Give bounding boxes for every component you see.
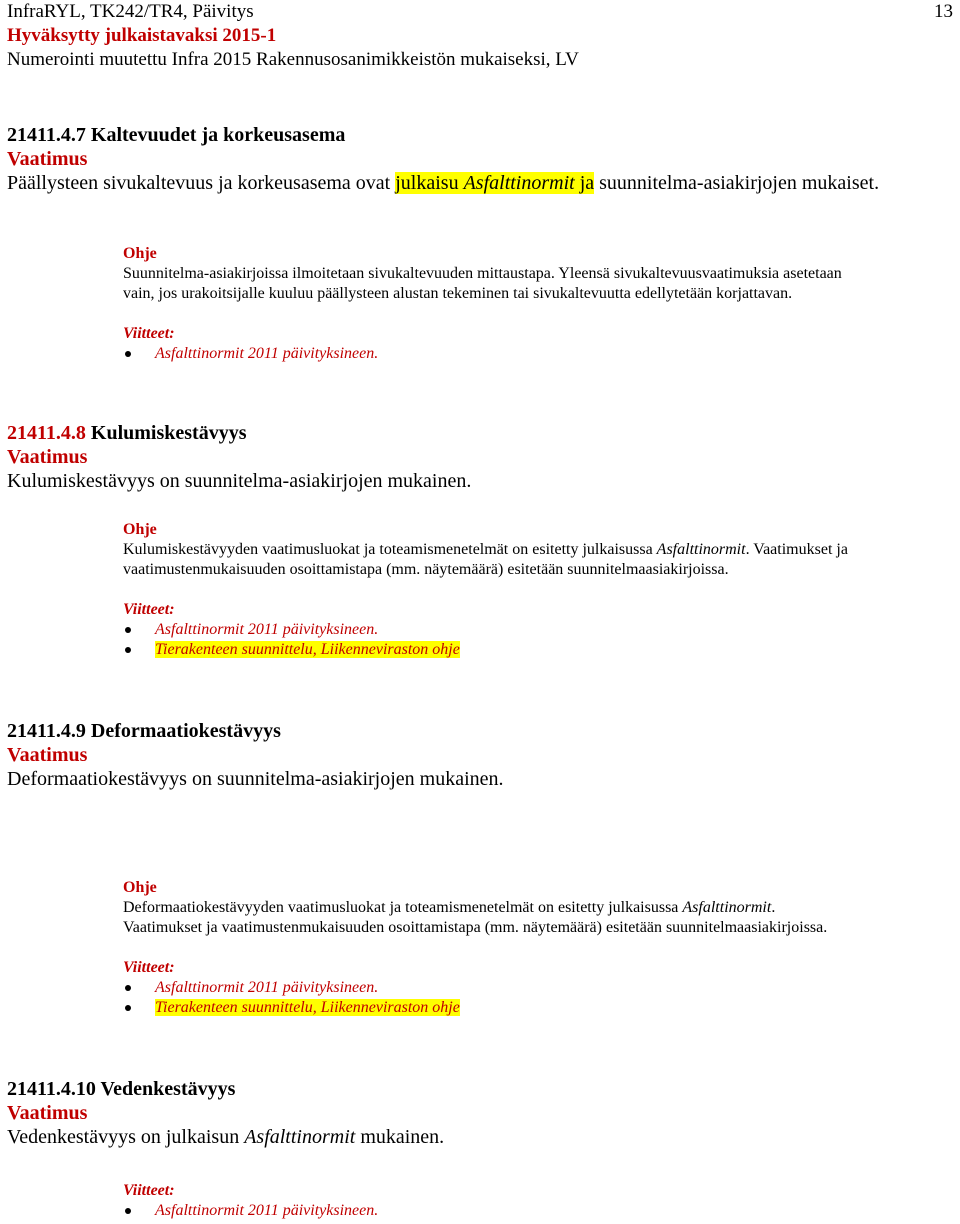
page-number: 13 [934, 1, 953, 22]
section-number: 21411.4.8 [7, 422, 86, 444]
bullet-icon [125, 985, 131, 991]
requirement-label: Vaatimus [7, 148, 88, 170]
guidance-block [123, 244, 848, 364]
bullet-icon [125, 351, 131, 357]
section-number: 21411.4.7 [7, 124, 86, 146]
guidance-label: Ohje [123, 879, 157, 896]
requirement-label: Vaatimus [7, 1102, 88, 1124]
requirement-text: Vedenkestävyys on julkaisun Asfalttinormit mukainen. [7, 1126, 445, 1148]
bullet-icon [125, 1208, 131, 1214]
section-heading [7, 123, 953, 147]
section-number: 21411.4.10 [7, 1078, 96, 1100]
doc-header-line-1: InfraRYL, TK242/TR4, Päivitys [7, 1, 254, 22]
references-list [123, 978, 848, 1018]
references-list [123, 620, 848, 660]
references-list [123, 344, 848, 364]
guidance-text: Kulumiskestävyyden vaatimusluokat ja toteamismenetelmät on esitetty julkaisussa Asfalttinormit. Vaatimukset ja vaatimustenmukaisuuden osoittamistapa (mm. näytemäärä) esitetään suunnitelmaasiakirjoissa. [123, 541, 848, 578]
references-label: Viitteet: [123, 325, 175, 342]
section-heading [7, 421, 953, 445]
reference-item: Tierakenteen suunnittelu, Liikenneviraston ohje [123, 640, 848, 660]
reference-item: Asfalttinormit 2011 päivityksineen. [123, 1201, 848, 1221]
requirement-label: Vaatimus [7, 744, 88, 766]
references-list [123, 1201, 848, 1221]
section-21411-4-9 [7, 719, 953, 791]
guidance-text: Deformaatiokestävyyden vaatimusluokat ja toteamismenetelmät on esitetty julkaisussa Asfalttinormit. Vaatimukset ja vaatimustenmukaisuuden osoittamistapa (mm. näytemäärä) esitetään suunnitelmaasiakirjoissa. [123, 899, 828, 936]
references-block [123, 1181, 848, 1221]
section-title: Kulumiskestävyys [90, 422, 247, 444]
requirement-label: Vaatimus [7, 446, 88, 468]
section-21411-4-10 [7, 1077, 953, 1149]
guidance-text: Suunnitelma-asiakirjoissa ilmoitetaan sivukaltevuuden mittaustapa. Yleensä sivukaltevuusvaatimuksia asetetaan vain, jos urakoitsijalle kuuluu päällysteen alustan tekeminen tai sivukaltevuutta edellytetään korjattavan. [123, 265, 842, 302]
guidance-block [123, 520, 848, 660]
requirement-text: Kulumiskestävyys on suunnitelma-asiakirjojen mukainen. [7, 470, 472, 492]
references-label: Viitteet: [123, 601, 175, 618]
section-title: Kaltevuudet ja korkeusasema [90, 124, 346, 146]
section-title: Deformaatiokestävyys [90, 720, 281, 742]
section-21411-4-7 [7, 123, 953, 195]
section-heading [7, 719, 953, 743]
section-heading [7, 1077, 953, 1101]
requirement-text: Deformaatiokestävyys on suunnitelma-asiakirjojen mukainen. [7, 768, 504, 790]
section-21411-4-8 [7, 421, 953, 493]
doc-header-approval: Hyväksytty julkaistavaksi 2015-1 [7, 25, 277, 46]
bullet-icon [125, 647, 131, 653]
doc-header-numbering-note: Numerointi muutettu Infra 2015 Rakennusosanimikkeistön mukaiseksi, LV [7, 49, 579, 70]
section-title: Vedenkestävyys [100, 1078, 236, 1100]
bullet-icon [125, 627, 131, 633]
references-label: Viitteet: [123, 959, 175, 976]
requirement-text: Päällysteen sivukaltevuus ja korkeusasema ovat julkaisu Asfalttinormit ja suunnitelma-asiakirjojen mukaiset. [7, 172, 880, 194]
references-label: Viitteet: [123, 1182, 175, 1199]
reference-item: Asfalttinormit 2011 päivityksineen. [123, 978, 848, 998]
reference-item: Tierakenteen suunnittelu, Liikenneviraston ohje [123, 998, 848, 1018]
guidance-block [123, 878, 848, 1018]
reference-item: Asfalttinormit 2011 päivityksineen. [123, 344, 848, 364]
section-number: 21411.4.9 [7, 720, 86, 742]
guidance-label: Ohje [123, 521, 157, 538]
reference-item: Asfalttinormit 2011 päivityksineen. [123, 620, 848, 640]
bullet-icon [125, 1005, 131, 1011]
guidance-label: Ohje [123, 245, 157, 262]
